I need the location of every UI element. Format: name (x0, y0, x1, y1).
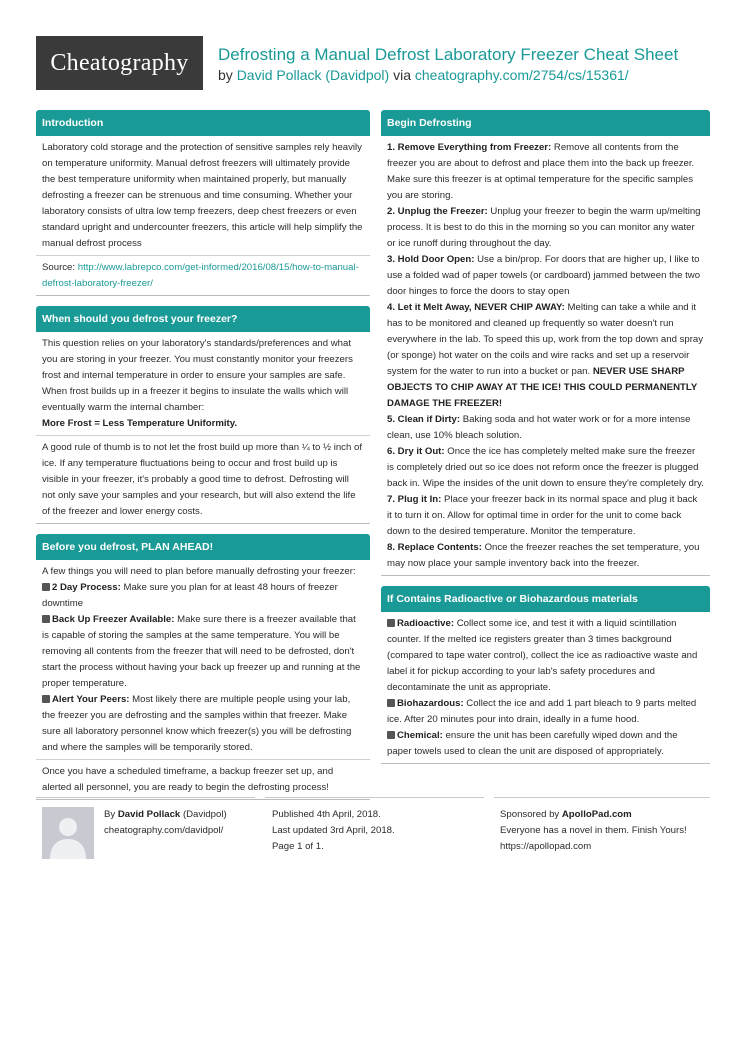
source-label: Source: (42, 262, 76, 273)
footer-divider (36, 797, 255, 798)
when-body: This question relies on your laboratory's standards/preferences and what you are storing in your freezer. You must constantly monitor your freezers frost and internal temperature in order to ensure your samples are safe. When frost builds up in a freezer it begins to insulate the walls which will eventually warm the internal chamber: (42, 338, 353, 413)
plan-closing: Once you have a scheduled timeframe, a backup freezer set up, and alerted all personnel, you are ready to begin the defrosting process! (42, 766, 334, 793)
bullet-square-icon (387, 699, 395, 707)
updated-date: Last updated 3rd April, 2018. (272, 825, 395, 836)
item-label: Alert Your Peers: (52, 694, 130, 705)
step-text: Use a bin/prop. For doors that are higher up, I like to use a folded wad of paper towels (or cardboard) jammed between the two door hinges to force the doors to stay open (387, 254, 701, 297)
page-title: Defrosting a Manual Defrost Laboratory Freezer Cheat Sheet (218, 45, 679, 64)
step-label: 6. Dry it Out: (387, 446, 445, 457)
step-item (387, 444, 704, 492)
item-text: Make sure you plan for at least 48 hours of freezer downtime (42, 582, 338, 609)
author-link[interactable]: David Pollack (Davidpol) (236, 67, 390, 83)
page-number: Page 1 of 1. (272, 841, 324, 852)
step-label: 4. Let it Melt Away, NEVER CHIP AWAY: (387, 302, 565, 313)
sponsor-label: Sponsored by (500, 809, 560, 820)
bullet-square-icon (387, 731, 395, 739)
byline-by: by (218, 67, 233, 83)
step-item (387, 540, 704, 572)
sponsor-line (500, 807, 632, 823)
section-begin-defrosting (381, 110, 710, 576)
step-text: Melting can take a while and it has to be monitored and cleaned up frequently so water doesn't run everywhere in the lab. To speed this up, work from the top down and spray (or sponge) hot water on the coils and wire racks and set up a reservoir system for the water to run into a bucket or pan. (387, 302, 704, 377)
when-emphasis: More Frost = Less Temperature Uniformity. (42, 418, 238, 429)
item-text: Collect the ice and add 1 part bleach to 9 parts melted ice. After 20 minutes pour into drain, ideally in a fume hood. (387, 698, 697, 725)
step-text: Unplug your freezer to begin the warm up/melting process. It is best to do this in the morning so you can monitor any water or ice runoff during throughout the day. (387, 206, 701, 249)
item-label: Biohazardous: (397, 698, 464, 709)
step-label: 5. Clean if Dirty: (387, 414, 461, 425)
list-item (387, 728, 704, 760)
list-item (42, 580, 364, 612)
section-when-to-defrost (36, 306, 370, 524)
byline (218, 67, 629, 83)
section-hazardous-materials (381, 586, 710, 764)
step-item (387, 492, 704, 540)
user-silhouette-icon (42, 807, 94, 859)
step-warning: NEVER USE SHARP OBJECTS TO CHIP AWAY AT THE ICE! THIS COULD PERMANENTLY DAMAGE THE FREEZER! (387, 366, 698, 409)
sponsor-text: Everyone has a novel in them. Finish Yours! (500, 825, 687, 836)
item-label: 2 Day Process: (52, 582, 121, 593)
step-item (387, 412, 704, 444)
section-heading: When should you defrost your freezer? (36, 306, 370, 332)
published-date: Published 4th April, 2018. (272, 809, 381, 820)
list-item (387, 696, 704, 728)
step-text: Once the freezer reaches the set temperature, you may now place your sample inventory back into the freezer. (387, 542, 700, 569)
footer-author (104, 807, 227, 823)
footer-author-name: David Pollack (117, 809, 181, 820)
item-text: Collect some ice, and test it with a liquid scintillation counter. If the melted ice registers greater than 3 times background (compared to tape water control), collect the ice as radioactive waste and label it for pickup according to your lab's safety procedures and decontaminate the unit as appropriate. (387, 618, 698, 693)
byline-via: via (393, 67, 411, 83)
section-heading: Begin Defrosting (381, 110, 710, 136)
item-label: Radioactive: (397, 618, 455, 629)
item-label: Back Up Freezer Available: (52, 614, 175, 625)
steps-list (381, 136, 710, 575)
footer-divider (494, 797, 710, 798)
step-text: Remove all contents from the freezer you are about to defrost and place them into the back up freezer. Make sure this freezer is at optimal temperature for the specific samples you are storing. (387, 142, 695, 201)
step-text: Place your freezer back in its normal space and plug it back it to turn it on. Allow for optimal time in order for the unit to come back down to the desired temperature. Monitor the temperature. (387, 494, 698, 537)
item-text: ensure the unit has been carefully wiped down and the paper towels used to clean the unit are disposed of appropriately. (387, 730, 678, 757)
bullet-square-icon (42, 583, 50, 591)
step-label: 7. Plug it In: (387, 494, 442, 505)
sponsor-name: ApolloPad.com (561, 809, 632, 820)
step-item (387, 140, 704, 204)
section-plan-ahead (36, 534, 370, 800)
step-item (387, 252, 704, 300)
step-label: 2. Unplug the Freezer: (387, 206, 488, 217)
step-label: 3. Hold Door Open: (387, 254, 475, 265)
section-heading: If Contains Radioactive or Biohazardous materials (381, 586, 710, 612)
list-item (387, 616, 704, 696)
footer-author-handle: (Davidpol) (182, 809, 227, 820)
section-heading: Before you defrost, PLAN AHEAD! (36, 534, 370, 560)
item-label: Chemical: (397, 730, 443, 741)
step-item (387, 204, 704, 252)
author-avatar[interactable] (42, 807, 94, 859)
step-item (387, 300, 704, 412)
step-text: Baking soda and hot water work or for a more intense clean, use 10% bleach solution. (387, 414, 691, 441)
list-item (42, 692, 364, 756)
section-heading: Introduction (36, 110, 370, 136)
list-item (42, 612, 364, 692)
plan-intro: A few things you will need to plan before manually defrosting your freezer: (42, 566, 356, 577)
right-column (381, 110, 710, 774)
intro-text: Laboratory cold storage and the protection of sensitive samples rely heavily on temperature uniformity. Manual defrost freezers will ultimately provide the best temperature uniformity when maintained properly, but manually defrosting a freezer can be strenuous and time consuming. Whether your laboratory consists of ultra low temp freezers, deep chest freezers or even standard upright and undercounter freezers, this article will help simplify the manual defrost process (36, 136, 370, 256)
footer-by: By (104, 809, 116, 820)
footer-author-link[interactable]: cheatography.com/davidpol/ (104, 825, 224, 836)
step-label: 1. Remove Everything from Freezer: (387, 142, 552, 153)
bullet-square-icon (387, 619, 395, 627)
item-text: Most likely there are multiple people using your lab, the freezer you are defrosting and the samples within that freezer. Make sure all laboratory personnel know which freezer(s) you will be defrosting and where the samples will be temporarily stored. (42, 694, 352, 753)
footer-divider (265, 797, 484, 798)
when-text (36, 332, 370, 436)
sponsor-link[interactable]: https://apollopad.com (500, 841, 592, 852)
hazard-list (381, 612, 710, 763)
rule-of-thumb: A good rule of thumb is to not let the frost build up more than ¼ to ½ inch of ice. If any temperature fluctuations being to occur and frost build up is visible in your freezer, it's probably a good time to defrost. Defrosting will not only save your samples and your research, but will also extend the life of the freezer and lower energy costs. (42, 442, 362, 517)
item-text: Make sure there is a freezer available that is capable of storing the samples at the same temperature. You will be removing all contents from the freezer that will need to be defrosted, don't start the process without having your back up freezer up and running at the proper temperature. (42, 614, 361, 689)
bullet-square-icon (42, 615, 50, 623)
bullet-square-icon (42, 695, 50, 703)
plan-list (36, 560, 370, 760)
section-introduction (36, 110, 370, 296)
intro-source (36, 256, 370, 295)
step-label: 8. Replace Contents: (387, 542, 482, 553)
source-link[interactable]: http://www.labrepco.com/get-informed/2016/08/15/how-to-manual-defrost-laboratory-freezer/ (42, 262, 359, 289)
step-text: Once the ice has completely melted make sure the freezer is completely dried out so ice does not reform once the freezer is plugged back in. Wipe the insides of the unit down to ensure they're completely dry. (387, 446, 704, 489)
left-column (36, 110, 370, 810)
sheet-url-link[interactable]: cheatography.com/2754/cs/15361/ (414, 67, 629, 83)
cheatography-logo[interactable]: Cheatography (36, 36, 203, 90)
